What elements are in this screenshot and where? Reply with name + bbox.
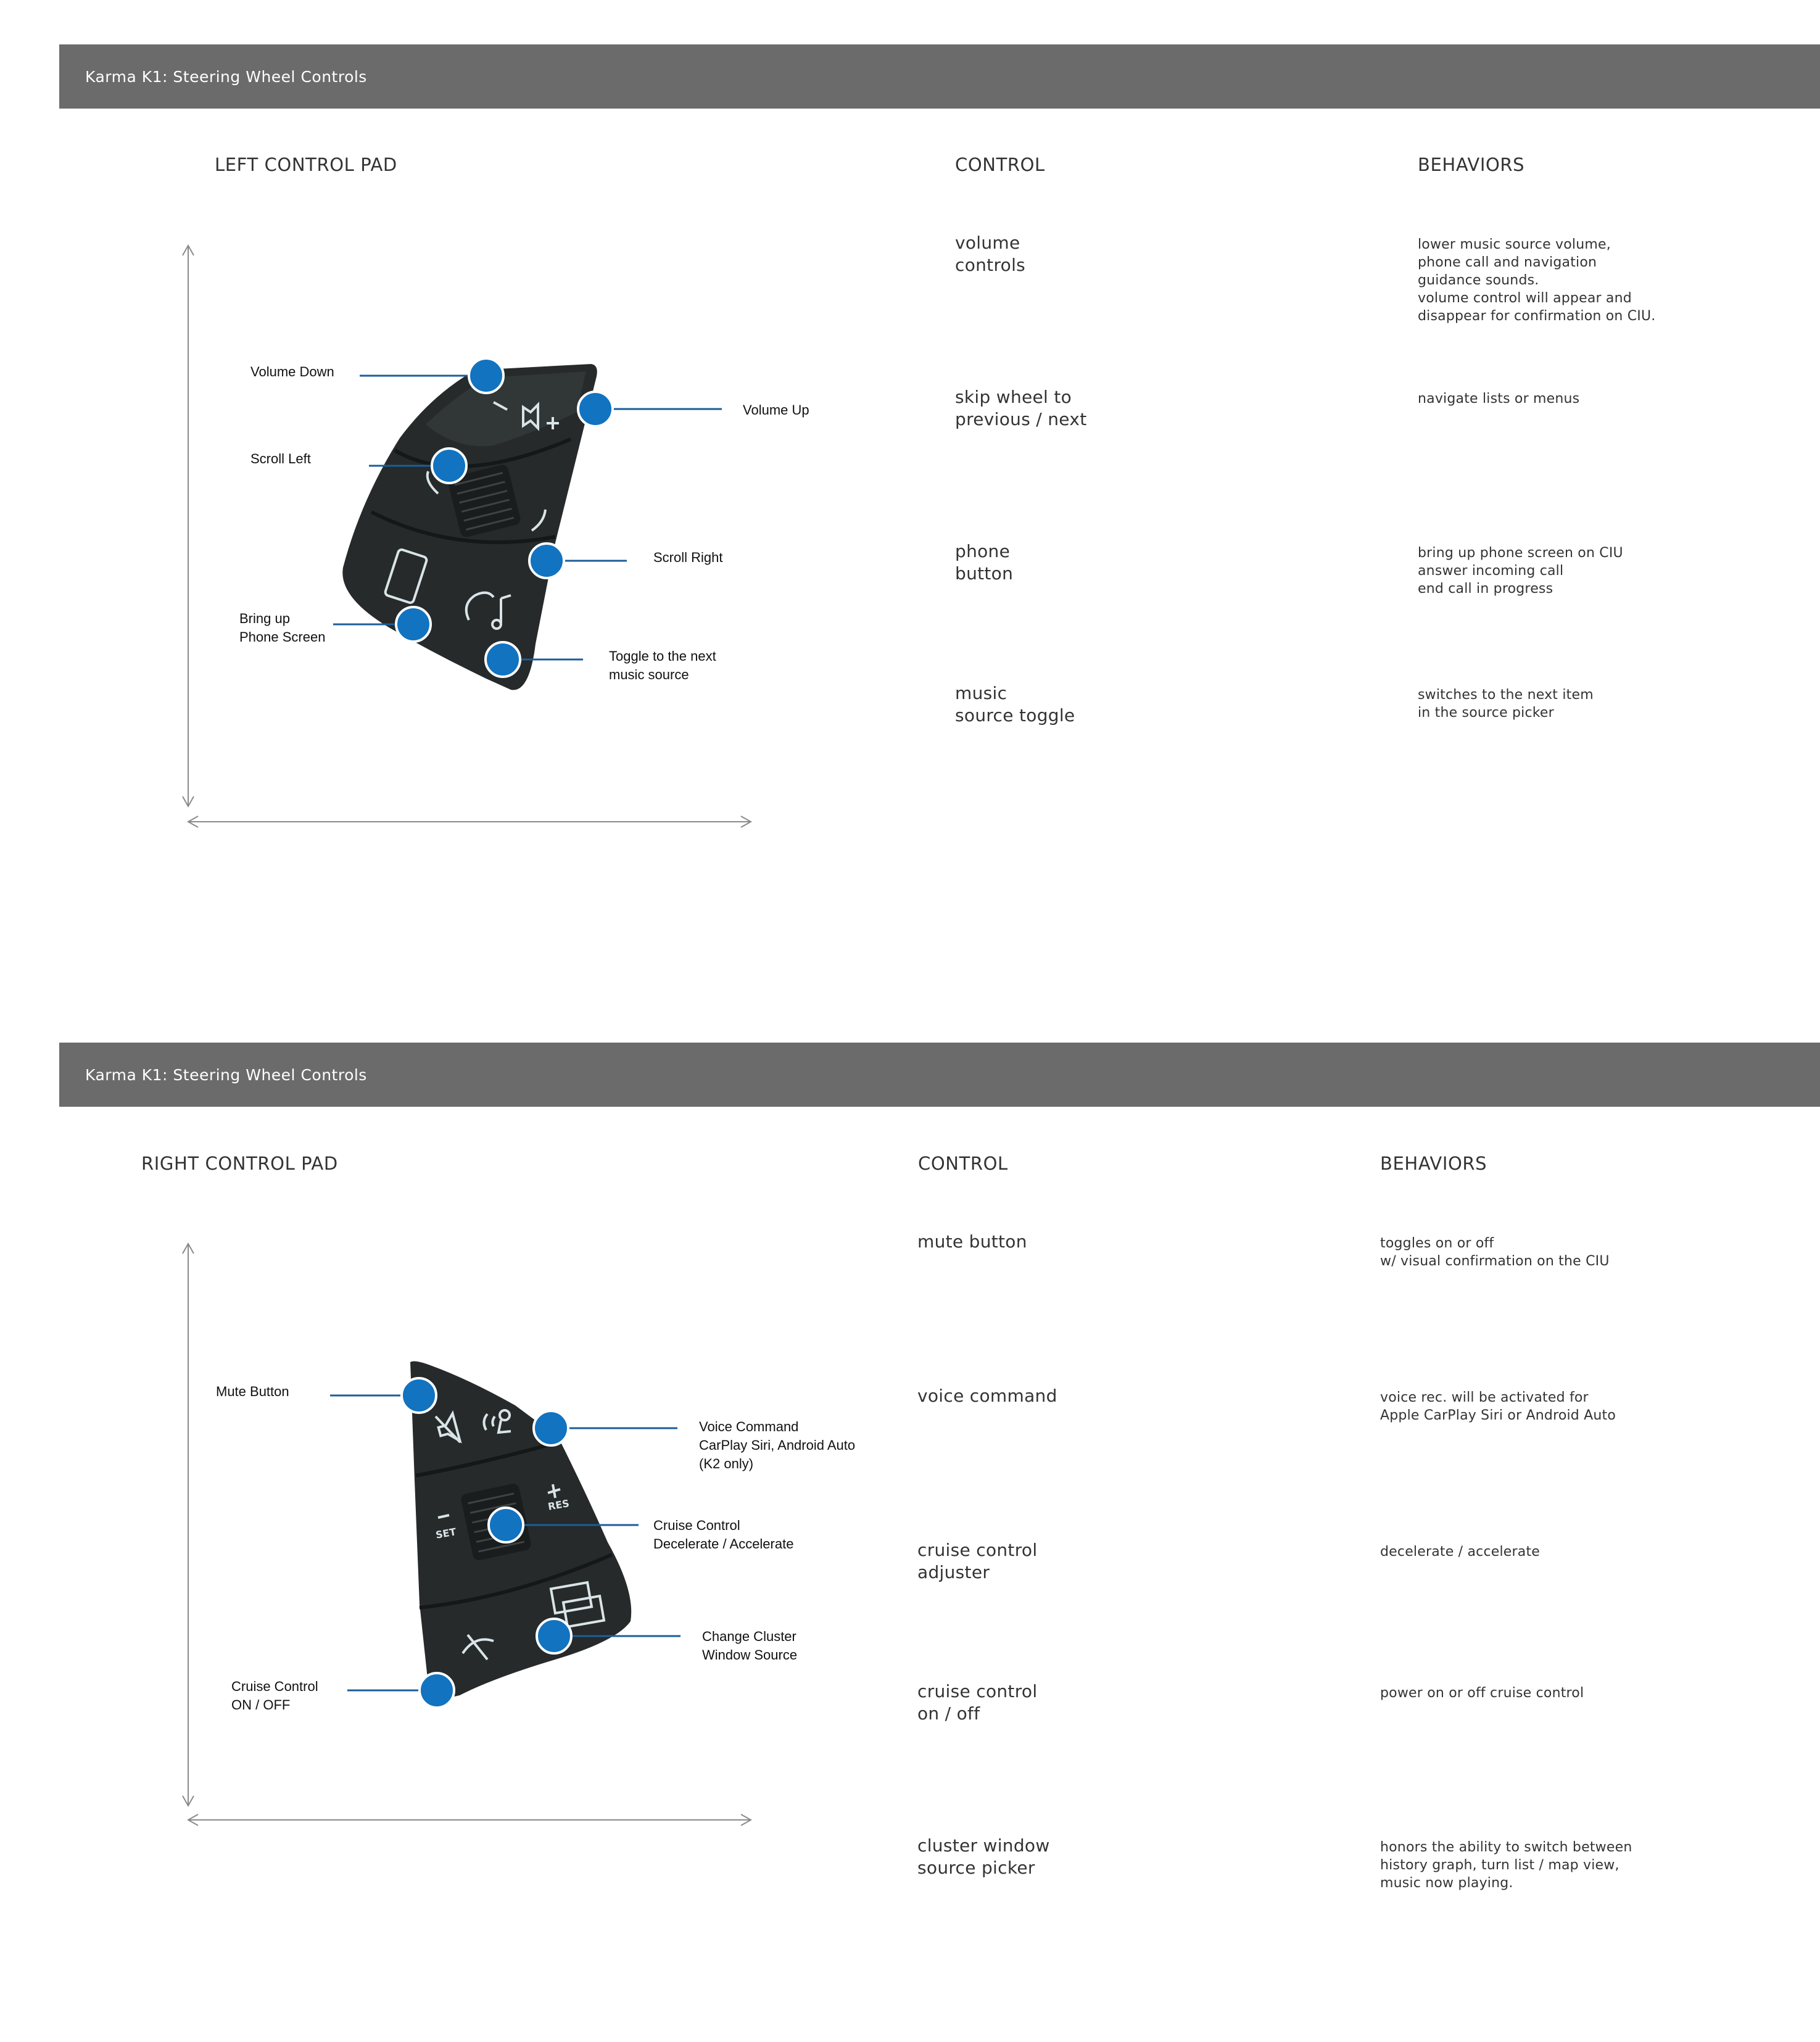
res-button-label: RES: [547, 1497, 571, 1513]
callout-scroll-left: Scroll Left: [250, 451, 311, 466]
callout-volume-down: Volume Down: [250, 364, 334, 379]
behavior-voice-command: voice rec. will be activated for Apple CarPlay Siri or Android Auto: [1380, 1390, 1616, 1423]
behavior-music-source: switches to the next item in the source picker: [1418, 687, 1594, 721]
callout-dot-mute: [402, 1378, 436, 1413]
callout-dot-music-source: [486, 642, 520, 677]
callout-cruise-on-off: Cruise Control ON / OFF: [231, 1679, 318, 1713]
callout-dot-cruise-on-off: [420, 1673, 454, 1708]
callout-dot-phone: [396, 607, 431, 642]
callout-dot-volume-up: [578, 392, 613, 426]
left-control-pad-label: LEFT CONTROL PAD: [215, 154, 397, 175]
callout-dot-cruise-adjust: [489, 1508, 523, 1542]
callout-cruise-adjust: Cruise Control Decelerate / Accelerate: [653, 1518, 794, 1552]
control-music-source: music source toggle: [955, 683, 1075, 725]
control-volume: volume controls: [955, 233, 1026, 275]
behaviors-heading: BEHAVIORS: [1380, 1153, 1487, 1174]
callout-dot-cluster-window: [537, 1619, 571, 1653]
behavior-cluster-window: honors the ability to switch between history graph, turn list / map view, music now playing.: [1380, 1840, 1632, 1891]
control-cluster-window: cluster window source picker: [917, 1835, 1050, 1878]
left-control-pad-image: [342, 364, 597, 690]
callout-scroll-right: Scroll Right: [653, 550, 723, 565]
behavior-phone: bring up phone screen on CIU answer incoming call end call in progress: [1418, 545, 1623, 597]
behavior-volume: lower music source volume, phone call and navigation guidance sounds. volume control will appear and disappear for confirmation on CIU.: [1418, 237, 1656, 324]
callout-dot-scroll-left: [432, 448, 466, 483]
callout-mute-button: Mute Button: [216, 1384, 289, 1399]
control-phone: phone button: [955, 541, 1014, 584]
behavior-mute: toggles on or off w/ visual confirmation on the CIU: [1380, 1236, 1610, 1269]
callout-cluster-window: Change Cluster Window Source: [702, 1629, 798, 1663]
control-voice-command: voice command: [917, 1386, 1057, 1406]
control-skip-wheel: skip wheel to previous / next: [955, 387, 1087, 429]
behaviors-heading: BEHAVIORS: [1418, 154, 1525, 175]
header-title: Karma K1: Steering Wheel Controls: [85, 1065, 367, 1084]
right-control-pad-label: RIGHT CONTROL PAD: [141, 1153, 338, 1174]
callout-dot-volume-down: [469, 358, 503, 393]
callout-phone-screen: Bring up Phone Screen: [239, 611, 326, 645]
control-heading: CONTROL: [955, 154, 1045, 175]
callout-volume-up: Volume Up: [743, 402, 809, 418]
control-mute: mute button: [917, 1231, 1027, 1252]
behavior-cruise-adjuster: decelerate / accelerate: [1380, 1544, 1541, 1560]
callout-dot-voice-command: [534, 1411, 568, 1445]
header-title: Karma K1: Steering Wheel Controls: [85, 67, 367, 86]
behavior-cruise-on-off: power on or off cruise control: [1380, 1685, 1584, 1701]
behavior-skip-wheel: navigate lists or menus: [1418, 391, 1580, 407]
set-button-label: SET: [434, 1526, 457, 1541]
control-heading: CONTROL: [918, 1153, 1008, 1174]
header-bar-2: [59, 1043, 1820, 1107]
control-cruise-on-off: cruise control on / off: [917, 1681, 1038, 1724]
callout-voice-command: Voice Command CarPlay Siri, Android Auto (K2 only): [699, 1419, 856, 1471]
callout-music-source: Toggle to the next music source: [609, 648, 716, 682]
control-cruise-adjuster: cruise control adjuster: [917, 1540, 1038, 1582]
callout-dot-scroll-right: [529, 544, 564, 578]
